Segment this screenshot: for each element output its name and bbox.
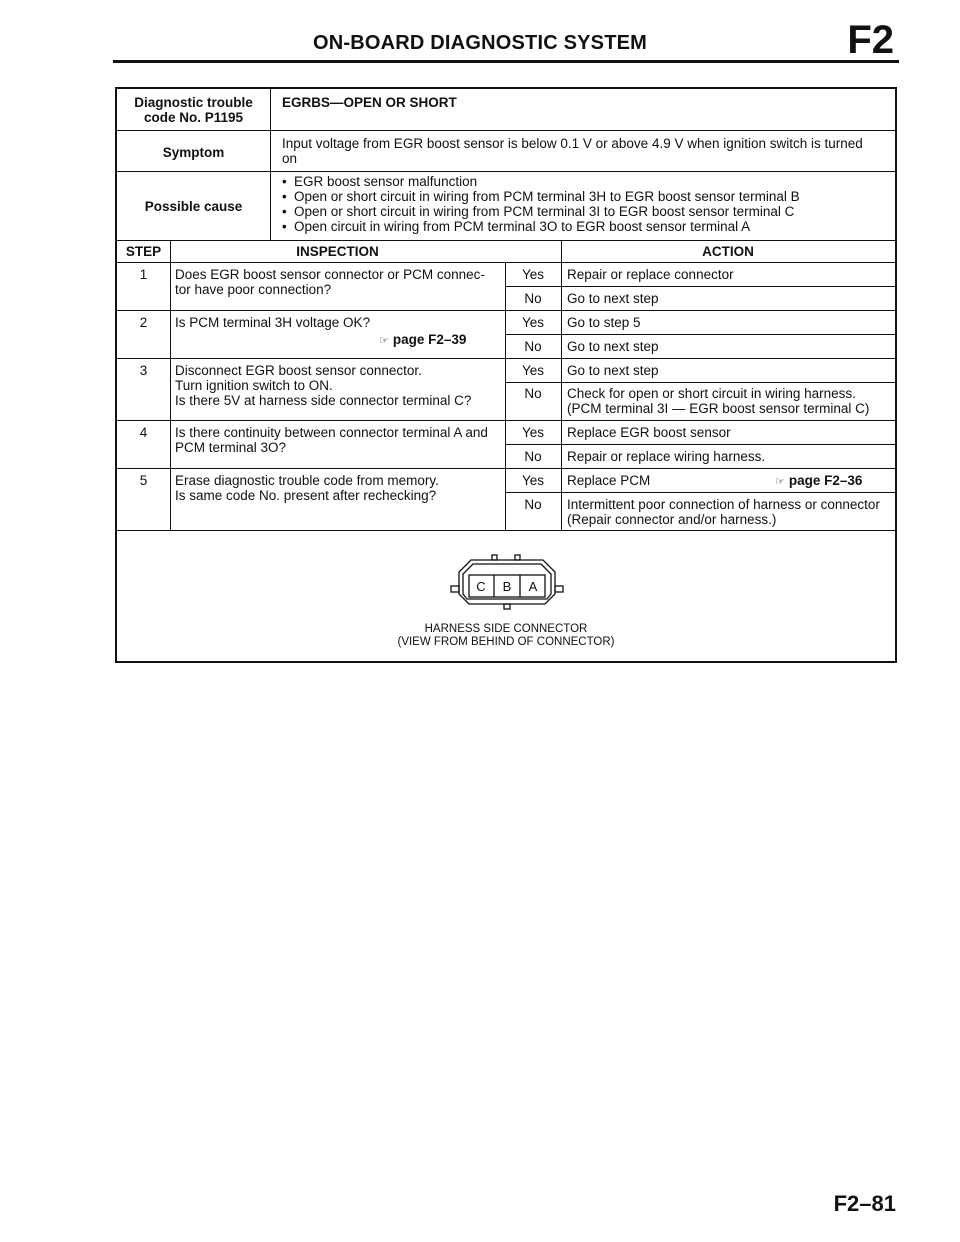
no-label: No bbox=[524, 339, 542, 354]
header-step: STEP bbox=[125, 244, 162, 259]
no-action: Intermittent poor connection of harness or connector (Repair connector and/or harness.) bbox=[567, 497, 880, 527]
cause-item: • Open or short circuit in wiring from PCM terminal 3H to EGR boost sensor terminal B bbox=[282, 189, 800, 204]
yes-label: Yes bbox=[521, 473, 545, 488]
step-inspection: Erase diagnostic trouble code from memory. Is same code No. present after rechecking? bbox=[175, 473, 439, 503]
divider bbox=[117, 240, 895, 241]
step-number: 1 bbox=[139, 267, 148, 282]
header-inspection: INSPECTION bbox=[296, 244, 379, 259]
possible-cause-label: Possible cause bbox=[144, 199, 243, 214]
yes-action: Go to step 5 bbox=[567, 315, 641, 330]
terminal-c: C bbox=[476, 579, 486, 594]
connector-tab bbox=[515, 555, 520, 560]
divider bbox=[170, 240, 171, 530]
divider bbox=[270, 89, 271, 240]
diagnostic-table bbox=[115, 87, 897, 663]
divider bbox=[505, 492, 895, 493]
step-number: 4 bbox=[139, 425, 148, 440]
cause-item: • Open or short circuit in wiring from PCM terminal 3I to EGR boost sensor terminal C bbox=[282, 204, 800, 219]
no-label: No bbox=[524, 497, 542, 512]
no-action: Go to next step bbox=[567, 291, 659, 306]
possible-cause-list bbox=[282, 174, 800, 234]
divider bbox=[117, 130, 895, 131]
divider bbox=[505, 334, 895, 335]
connector-side-latch bbox=[451, 586, 459, 592]
divider bbox=[561, 240, 562, 530]
dtc-label: Diagnostic trouble code No. P1195 bbox=[134, 95, 253, 125]
pointing-hand-icon: ☞ bbox=[379, 335, 389, 347]
cause-item: • Open circuit in wiring from PCM terminal 3O to EGR boost sensor terminal A bbox=[282, 219, 800, 234]
header-action: ACTION bbox=[702, 244, 754, 259]
section-code: F2 bbox=[847, 18, 894, 62]
divider bbox=[505, 382, 895, 383]
connector-bottom-tab bbox=[504, 604, 510, 609]
yes-action: Go to next step bbox=[567, 363, 659, 378]
divider bbox=[117, 358, 895, 359]
no-label: No bbox=[524, 291, 542, 306]
step-inspection: Does EGR boost sensor connector or PCM connec- tor have poor connection? bbox=[175, 267, 485, 297]
dtc-title: EGRBS—OPEN OR SHORT bbox=[282, 95, 457, 110]
yes-action: Replace EGR boost sensor bbox=[567, 425, 731, 440]
yes-action: Replace PCM bbox=[567, 473, 651, 488]
terminal-a: A bbox=[528, 579, 538, 594]
divider bbox=[117, 262, 895, 263]
divider bbox=[117, 310, 895, 311]
cause-item: • EGR boost sensor malfunction bbox=[282, 174, 800, 189]
harness-connector-diagram bbox=[447, 552, 567, 622]
divider bbox=[505, 286, 895, 287]
step-number: 5 bbox=[139, 473, 148, 488]
step-inspection: Is there continuity between connector terminal A and PCM terminal 3O? bbox=[175, 425, 488, 455]
yes-label: Yes bbox=[521, 267, 545, 282]
no-action: Repair or replace wiring harness. bbox=[567, 449, 766, 464]
header-rule bbox=[113, 60, 899, 63]
yes-action: Repair or replace connector bbox=[567, 267, 734, 282]
connector-caption: HARNESS SIDE CONNECTOR (VIEW FROM BEHIND OF CONNECTOR) bbox=[397, 623, 615, 648]
no-label: No bbox=[524, 449, 542, 464]
divider bbox=[117, 468, 895, 469]
divider bbox=[117, 530, 895, 531]
pointing-hand-icon: ☞ bbox=[775, 476, 785, 488]
page-reference: ☞ page F2–36 bbox=[775, 473, 863, 488]
no-label: No bbox=[524, 386, 542, 401]
no-action: Go to next step bbox=[567, 339, 659, 354]
page-title: ON-BOARD DIAGNOSTIC SYSTEM bbox=[312, 32, 648, 54]
divider bbox=[117, 420, 895, 421]
divider bbox=[505, 444, 895, 445]
page-reference: ☞ page F2–39 bbox=[379, 332, 467, 347]
step-number: 2 bbox=[139, 315, 148, 330]
connector-side-latch bbox=[555, 586, 563, 592]
no-action: Check for open or short circuit in wiring harness. (PCM terminal 3I — EGR boost sensor terminal C) bbox=[567, 386, 870, 416]
terminal-b: B bbox=[502, 579, 512, 594]
symptom-label: Symptom bbox=[162, 145, 225, 160]
step-inspection: Is PCM terminal 3H voltage OK? bbox=[175, 315, 371, 330]
yes-label: Yes bbox=[521, 363, 545, 378]
step-number: 3 bbox=[139, 363, 148, 378]
yes-label: Yes bbox=[521, 315, 545, 330]
divider bbox=[117, 171, 895, 172]
page-number: F2–81 bbox=[833, 1191, 896, 1216]
symptom-text: Input voltage from EGR boost sensor is below 0.1 V or above 4.9 V when ignition switch is turned on bbox=[282, 136, 863, 166]
step-inspection: Disconnect EGR boost sensor connector. Turn ignition switch to ON. Is there 5V at harness side connector terminal C? bbox=[175, 363, 472, 408]
yes-label: Yes bbox=[521, 425, 545, 440]
connector-tab bbox=[492, 555, 497, 560]
